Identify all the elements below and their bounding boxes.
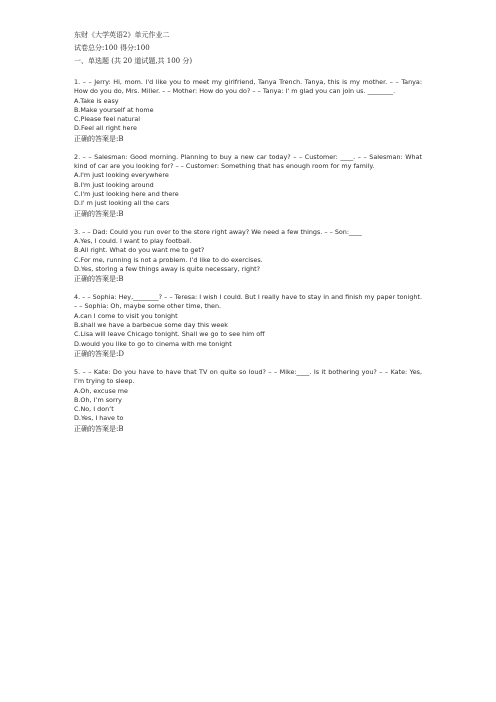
answer-line: 正确的答案是:B	[74, 275, 124, 284]
option-b: B.Oh, I’m sorry	[74, 395, 122, 404]
option-b: B.All right. What do you want me to get?	[74, 246, 205, 255]
question-2	[74, 153, 422, 219]
option-d: D.I' m just looking all the cars	[74, 199, 170, 208]
answer-line: 正确的答案是:B	[74, 424, 124, 433]
option-a: A.I'm just looking everywhere	[74, 171, 169, 180]
document-content	[74, 30, 422, 434]
answer-line: 正确的答案是:B	[74, 134, 124, 143]
option-a: A.Oh, excuse me	[74, 386, 128, 395]
option-b: B.I'm just looking around	[74, 180, 154, 189]
option-c: C.No, I don’t	[74, 405, 114, 414]
document-title: 东财《大学英语2》单元作业二	[74, 31, 170, 39]
question-stem: 4. – – Sophia: Hey,________? – – Teresa: I wish I could. But I really have to stay in and finish my paper tonight. – – Sophia: Oh, maybe some other time, then.	[74, 293, 422, 311]
question-3	[74, 228, 422, 285]
option-b: B.Make yourself at home	[74, 105, 154, 114]
option-c: C.For me, running is not a problem. I’d like to do exercises.	[74, 255, 263, 264]
question-1	[74, 78, 422, 144]
question-stem: 1. – – Jerry: Hi, mom. I'd like you to meet my girlfriend, Tanya Trench. Tanya, this is my mother. – – Tanya: How do you do, Mrs. Miller. – – Mother: How do you do? – – Tanya: I' m glad you can join us. ________.	[74, 78, 422, 96]
option-a: A.Take is easy	[74, 96, 119, 105]
option-d: D.Yes, storing a few things away is quite necessary, right?	[74, 264, 261, 273]
answer-line: 正确的答案是:B	[74, 209, 124, 218]
question-stem: 2. – – Salesman: Good morning. Planning to buy a new car today? – – Customer: ____. – – Salesman: What kind of car are you looking for? – – Customer: Something that has enough room for my family.	[74, 152, 422, 171]
section-heading: 一、单选题 (共 20 道试题,共 100 分)	[74, 57, 193, 65]
option-c: C.Lisa will leave Chicago tonight. Shall we go to see him off	[74, 330, 265, 339]
option-c: C.Please feel natural	[74, 115, 141, 124]
answer-line: 正确的答案是:D	[74, 349, 124, 358]
score-line: 试卷总分:100 得分:100	[74, 44, 150, 52]
option-a: A.Yes, I could. I want to play football.	[74, 236, 192, 245]
option-a: A.can I come to visit you tonight	[74, 311, 178, 320]
question-4	[74, 293, 422, 359]
question-stem: 5. – – Kate: Do you have to have that TV on quite so loud? – – Mike:____. Is it bothering you? – – Kate: Yes, I’m trying to sleep.	[74, 368, 422, 386]
option-d: D.Feel all right here	[74, 124, 137, 133]
option-d: D.would you like to go to cinema with me tonight	[74, 339, 232, 348]
option-c: C.I'm just looking here and there	[74, 189, 179, 198]
question-stem: 3. – – Dad: Could you run over to the store right away? We need a few things. – – Son:____	[74, 227, 362, 236]
option-b: B.shall we have a barbecue some day this week	[74, 321, 228, 330]
option-d: D.Yes, I have to	[74, 414, 124, 423]
question-5	[74, 368, 422, 434]
